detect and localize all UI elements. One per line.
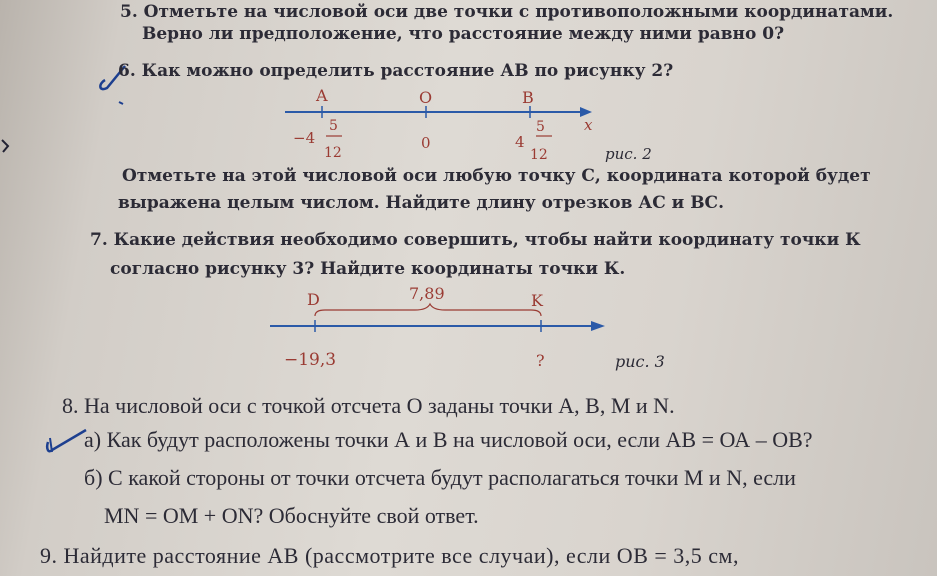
label-B: B xyxy=(522,88,534,107)
task6-line2: Отметьте на этой числовой оси любую точку С, координата которой будет xyxy=(122,166,871,186)
figure-2-caption: рис. 2 xyxy=(605,145,652,163)
coord-D: −19,3 xyxy=(284,350,337,370)
label-K: K xyxy=(531,291,543,310)
task8-part-a: а) Как будут расположены точки А и В на числовой оси, если АВ = ОА – ОВ? xyxy=(84,427,813,452)
task6-line3: выражена целым числом. Найдите длину отрезков АС и ВС. xyxy=(118,193,725,213)
label-O: O xyxy=(419,88,433,107)
task5-line2: Верно ли предположение, что расстояние между ними равно 0? xyxy=(142,24,785,44)
task7-line1: 7. Какие действия необходимо совершить, чтобы найти координату точки К xyxy=(90,230,861,250)
task9-line1: 9. Найдите расстояние АВ (рассмотрите все случаи), если ОВ = 3,5 см, xyxy=(40,543,739,568)
figure-3-caption: рис. 3 xyxy=(615,352,665,371)
margin-mark-icon xyxy=(0,130,14,170)
label-distance: 7,89 xyxy=(409,284,445,303)
task7-line2: согласно рисунку 3? Найдите координаты точки К. xyxy=(110,259,626,279)
task8-part-b-line2: MN = OM + ON? Обоснуйте свой ответ. xyxy=(104,503,479,528)
axis-label-x: x xyxy=(584,116,593,134)
coord-O: 0 xyxy=(421,134,431,152)
coord-B-whole: 4 xyxy=(515,133,525,151)
coord-K: ? xyxy=(536,351,545,370)
label-D: D xyxy=(307,290,320,309)
coord-B-den: 12 xyxy=(530,147,548,163)
task8-line1: 8. На числовой оси с точкой отсчета О заданы точки А, В, М и N. xyxy=(62,393,675,418)
distance-brace xyxy=(315,304,541,316)
task5-line1: 5. Отметьте на числовой оси две точки с противоположными координатами. xyxy=(120,2,894,22)
coord-A-whole: −4 xyxy=(293,129,316,147)
task8-part-b-line1: б) С какой стороны от точки отсчета будут располагаться точки М и N, если xyxy=(84,465,796,490)
coord-A-num: 5 xyxy=(329,118,338,134)
axis-arrow-icon xyxy=(591,321,605,331)
coord-B-num: 5 xyxy=(536,119,545,135)
coord-A-den: 12 xyxy=(324,145,342,161)
task6-heading: 6. Как можно определить расстояние АВ по рисунку 2? xyxy=(118,61,674,81)
label-A: A xyxy=(316,86,328,105)
